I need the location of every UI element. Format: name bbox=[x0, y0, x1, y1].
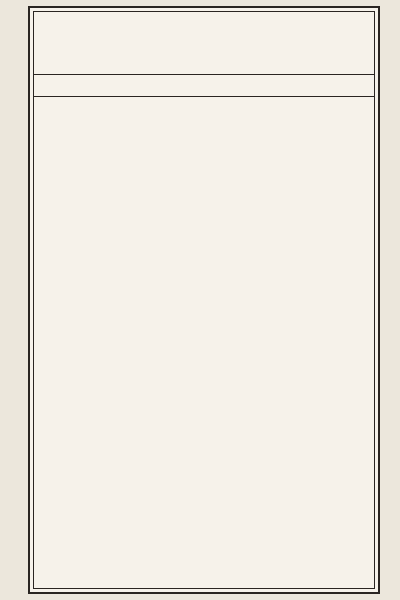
top-notes bbox=[34, 12, 374, 75]
verse-number-row bbox=[34, 74, 374, 97]
text-frame bbox=[28, 6, 380, 594]
text-columns bbox=[34, 96, 374, 588]
page-margin bbox=[0, 0, 28, 600]
